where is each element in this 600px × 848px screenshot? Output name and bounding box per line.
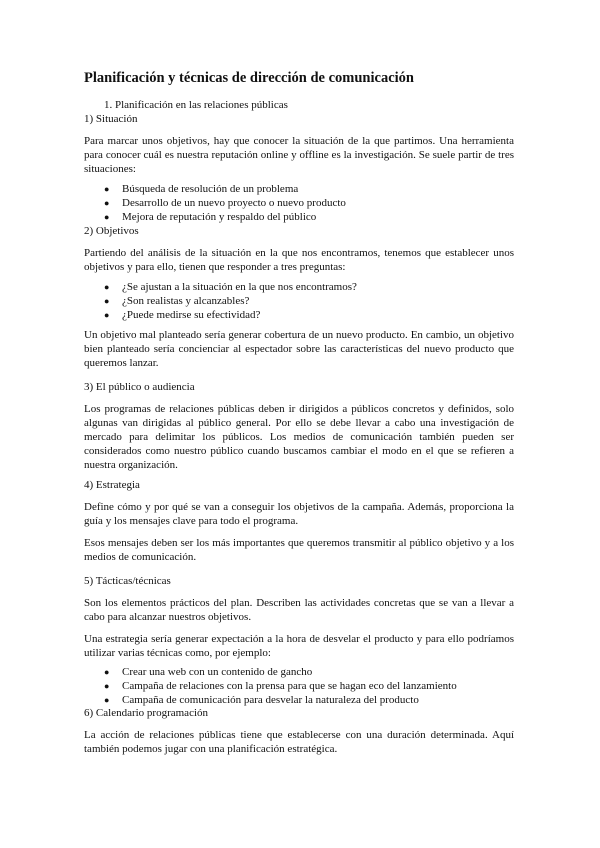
section-heading-tacticas: 5) Tácticas/técnicas <box>84 575 171 587</box>
list-item: ● Crear una web con un contenido de gancho <box>104 665 457 679</box>
bullet-list-tecnicas <box>104 665 457 707</box>
section-heading-situacion: 1) Situación <box>84 113 138 125</box>
bullet-list-situaciones <box>104 182 346 224</box>
list-item: ● ¿Puede medirse su efectividad? <box>104 308 357 322</box>
list-item: ● Mejora de reputación y respaldo del público <box>104 210 346 224</box>
document-title: Planificación y técnicas de dirección de comunicación <box>84 70 414 86</box>
paragraph-mensajes: Esos mensajes deben ser los más importantes que queremos transmitir al público objetivo y a los medios de comunicación. <box>84 537 514 563</box>
list-item: ● Campaña de relaciones con la prensa para que se hagan eco del lanzamiento <box>104 679 457 693</box>
bullet-list-preguntas <box>104 280 357 322</box>
paragraph-estrategia: Define cómo y por qué se van a conseguir los objetivos de la campaña. Además, proporciona la guía y los mensajes clave para todo el programa. <box>84 501 514 527</box>
section-heading-calendario: 6) Calendario programación <box>84 707 209 719</box>
paragraph-tacticas: Son los elementos prácticos del plan. Describen las actividades concretas que se van a llevar a cabo para alcanzar nuestros objetivos. <box>84 597 514 623</box>
paragraph-ejemplo-objetivo: Un objetivo mal planteado sería generar cobertura de un nuevo producto. En cambio, un objetivo bien planteado sería concienciar al espectador sobre las características del nuevo producto que queremos lanzar. <box>84 329 514 369</box>
list-item: ● Campaña de comunicación para desvelar la naturaleza del producto <box>104 693 457 707</box>
list-item: ● ¿Son realistas y alcanzables? <box>104 294 357 308</box>
section-heading-objetivos: 2) Objetivos <box>84 225 139 237</box>
paragraph-publico: Los programas de relaciones públicas deben ir dirigidos a públicos concretos y definidos, solo algunas van dirigidas al público general. Por ello se debe llevar a cabo una investigación de mercado para delimitar los públicos. Los medios de comunicación también pueden ser considerados como nuestro público cuando buscamos cambiar el modo en el que se refieren a nuestra organización. <box>84 403 514 471</box>
paragraph-ejemplo-estrategia: Una estrategia sería generar expectación a la hora de desvelar el producto y para ello podríamos utilizar varias técnicas como, por ejemplo: <box>84 633 514 659</box>
section-heading-publico: 3) El público o audiencia <box>84 381 195 393</box>
paragraph-calendario: La acción de relaciones públicas tiene que establecerse con una duración determinada. Aquí también podemos jugar con una planificación estratégica. <box>84 729 514 755</box>
paragraph-objetivos: Partiendo del análisis de la situación en la que nos encontramos, tenemos que establecer unos objetivos y para ello, tienen que responder a tres preguntas: <box>84 247 514 273</box>
subsection-heading: 1. Planificación en las relaciones públicas <box>104 99 288 111</box>
section-heading-estrategia: 4) Estrategia <box>84 479 140 491</box>
list-item: ● ¿Se ajustan a la situación en la que nos encontramos? <box>104 280 357 294</box>
list-item: ● Búsqueda de resolución de un problema <box>104 182 346 196</box>
paragraph-situacion: Para marcar unos objetivos, hay que conocer la situación de la que partimos. Una herramienta para conocer cuál es nuestra reputación online y offline es la investigación. Se suele partir de tres situaciones: <box>84 135 514 175</box>
list-item: ● Desarrollo de un nuevo proyecto o nuevo producto <box>104 196 346 210</box>
